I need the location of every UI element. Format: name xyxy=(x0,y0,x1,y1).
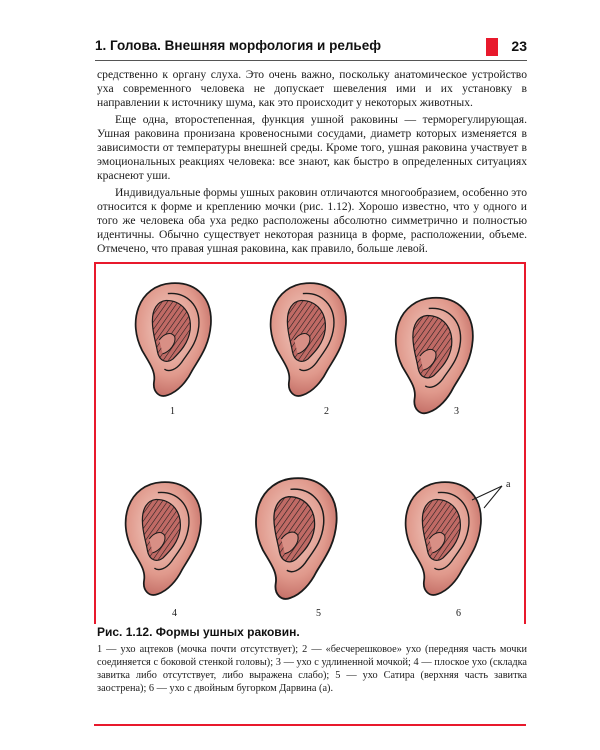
figure-left-rule xyxy=(94,264,96,624)
paragraph: Еще одна, второстепенная, функция ушной раковины — терморегулирующая. Ушная раковина пронизана кровеносными сосудами, диаметр которых изменяется в зависимости от температуры внешней среды. Кроме того, ушная раковина участвует в эмоциональных реакциях человека: все знают, как быстро в определенных ситуациях краснеют уши. xyxy=(97,112,527,183)
ear-label-4: 4 xyxy=(172,608,177,619)
annotation-lines xyxy=(460,478,510,518)
paragraph: средственно к органу слуха. Это очень важно, поскольку анатомическое устройство уха современного человека не допускает шевеления ими и их установку в направлении к источнику шума, как это происходит у некоторых животных. xyxy=(97,68,527,110)
caption-bottom-rule xyxy=(94,724,526,726)
figure-right-rule xyxy=(524,264,526,624)
ear-illustration-5 xyxy=(250,474,342,604)
ear-illustration-4 xyxy=(120,476,206,602)
annotation-pointer xyxy=(484,486,502,508)
running-header xyxy=(95,36,527,58)
ear-label-3: 3 xyxy=(454,406,459,417)
ear-label-1: 1 xyxy=(170,406,175,417)
caption-text: 1 — ухо ацтеков (мочка почти отсутствует); 2 — «бесчерешковое» ухо (передняя часть мочки соединяется с боковой стенкой головы); 3 — ухо с удлиненной мочкой; 4 — плоское ухо (складка завитка либо отсутствует, либо выражена слабо); 5 — ухо Сатира (верхняя часть завитка заострена); 6 — ухо с двойным бугорком Дарвина (а). xyxy=(97,644,527,694)
caption-title: Рис. 1.12. Формы ушных раковин. xyxy=(97,625,300,639)
ear-illustration-1 xyxy=(130,278,216,402)
ear-label-6: 6 xyxy=(456,608,461,619)
header-accent-mark xyxy=(486,38,498,56)
ear-illustration-2 xyxy=(265,278,351,402)
paragraph: Индивидуальные формы ушных раковин отличаются многообразием, особенно это относится к форме и креплению мочки (рис. 1.12). Хорошо известно, что у одного и того же человека оба уха редко расположены абсолютно симметрично и полностью идентичны. Обычно существует некоторая разница в форме, расположении, объеме. Отмечено, что правая ушная раковина, как правило, больше левой. xyxy=(97,185,527,256)
ear-label-5: 5 xyxy=(316,608,321,619)
annotation-pointer xyxy=(472,486,502,500)
ear-label-2: 2 xyxy=(324,406,329,417)
header-rule xyxy=(95,60,527,61)
page-number: 23 xyxy=(511,38,527,54)
ear-illustration-3 xyxy=(390,276,478,436)
figure-caption xyxy=(97,625,527,695)
annotation-label-a: а xyxy=(506,479,511,490)
body-text xyxy=(97,68,527,259)
chapter-title: 1. Голова. Внешняя морфология и рельеф xyxy=(95,38,382,53)
